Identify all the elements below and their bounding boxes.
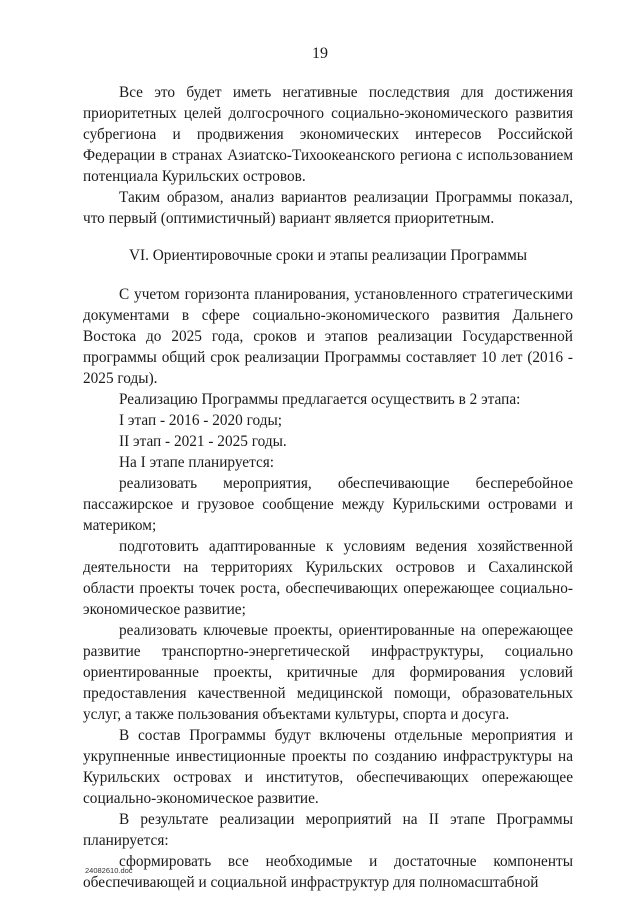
section-heading: VI. Ориентировочные сроки и этапы реализации Программы (128, 247, 528, 264)
paragraph: реализовать мероприятия, обеспечивающие бесперебойное пассажирское и грузовое сообщение между Курильскими островами и материком; (83, 475, 573, 534)
paragraph: Реализацию Программы предлагается осуществить в 2 этапа: (119, 391, 521, 408)
paragraph: реализовать ключевые проекты, ориентированные на опережающее развитие транспортно-энергетической инфраструктуры, социально ориентированные проекты, критичные для формирования условий предоставления качественной медицинской помощи, образовательных услуг, а также пользования объектами культуры, спорта и досуга. (83, 622, 573, 723)
document-body (83, 82, 573, 893)
paragraph: Таким образом, анализ вариантов реализации Программы показал, что первый (оптимистичный) вариант является приоритетным. (83, 189, 573, 227)
paragraph: подготовить адаптированные к условиям ведения хозяйственной деятельности на территориях Курильских островов и Сахалинской области проекты точек роста, обеспечивающих опережающее социально-экономическое развитие; (83, 538, 573, 618)
paragraph: На I этапе планируется: (119, 454, 275, 471)
page-number: 19 (312, 45, 328, 62)
stage-item: II этап - 2021 - 2025 годы. (119, 433, 287, 450)
stage-item: I этап - 2016 - 2020 годы; (119, 412, 283, 429)
paragraph: Все это будет иметь негативные последствия для достижения приоритетных целей долгосрочного социально-экономического развития субрегиона и продвижения экономических интересов Российской Федерации в странах Азиатско-Тихоокеанского региона с использованием потенциала Курильских островов. (83, 84, 573, 185)
paragraph: С учетом горизонта планирования, установленного стратегическими документами в сфере социально-экономического развития Дальнего Востока до 2025 года, сроков и этапов реализации Государственной программы общий срок реализации Программы составляет 10 лет (2016 - 2025 годы). (83, 286, 573, 387)
paragraph: В результате реализации мероприятий на II этапе Программы планируется: (83, 811, 573, 849)
paragraph: В состав Программы будут включены отдельные мероприятия и укрупненные инвестиционные проекты по созданию инфраструктуры на Курильских островах и институтов, обеспечивающих опережающее социально-экономическое развитие. (83, 727, 573, 807)
paragraph: сформировать все необходимые и достаточные компоненты обеспечивающей и социальной инфраструктур для полномасштабной (83, 853, 573, 891)
footer-document-code: 24082610.doc (85, 866, 133, 875)
